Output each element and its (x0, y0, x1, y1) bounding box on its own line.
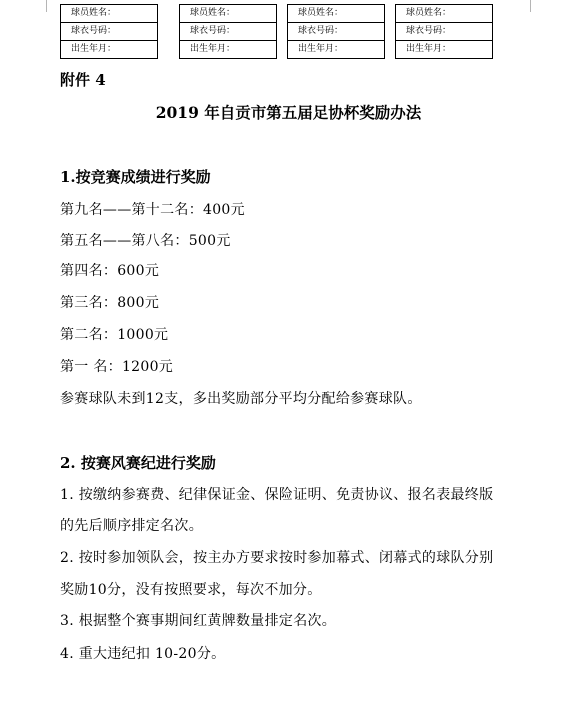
player-number-label: 球衣号码： (190, 26, 236, 36)
player-roster-table (60, 4, 500, 62)
player-name-label: 球员姓名： (406, 8, 452, 18)
document-title: 2019 年自贡市第五届足协杯奖励办法 (155, 103, 422, 122)
player-birth-label: 出生年月： (406, 44, 452, 54)
page-margin-marker-left (34, 0, 47, 12)
player-name-label: 球员姓名： (190, 8, 236, 18)
conduct-rule-line: 3. 根据整个赛事期间红黄牌数量排定名次。 (60, 613, 337, 629)
player-birth-label: 出生年月： (190, 44, 236, 54)
attachment-label: 附件 4 (60, 71, 106, 89)
reward-line: 第二名：1000元 (60, 327, 169, 343)
player-birth-cell[interactable] (60, 40, 158, 59)
player-number-label: 球衣号码： (298, 26, 344, 36)
player-card (287, 4, 385, 62)
player-name-cell[interactable] (287, 4, 385, 22)
conduct-rule-line: 奖励10分，没有按照要求，每次不加分。 (60, 582, 322, 598)
player-number-cell[interactable] (179, 22, 277, 40)
player-number-label: 球衣号码： (71, 26, 117, 36)
player-birth-label: 出生年月： (71, 44, 117, 54)
player-name-cell[interactable] (395, 4, 493, 22)
player-number-cell[interactable] (287, 22, 385, 40)
reward-line: 第五名——第八名：500元 (60, 233, 231, 249)
section-heading-conduct: 2. 按赛风赛纪进行奖励 (60, 454, 216, 472)
player-birth-label: 出生年月： (298, 44, 344, 54)
reward-note: 参赛球队未到12支，多出奖励部分平均分配给参赛球队。 (60, 391, 422, 407)
conduct-rule-line: 4. 重大违纪扣 10-20分。 (60, 646, 226, 662)
player-number-cell[interactable] (395, 22, 493, 40)
player-card (179, 4, 277, 62)
player-number-label: 球衣号码： (406, 26, 452, 36)
player-number-cell[interactable] (60, 22, 158, 40)
player-card (395, 4, 493, 62)
player-birth-cell[interactable] (395, 40, 493, 59)
conduct-rule-line: 2. 按时参加领队会，按主办方要求按时参加幕式、闭幕式的球队分别 (60, 550, 494, 566)
conduct-rule-line: 的先后顺序排定名次。 (60, 518, 203, 534)
player-name-cell[interactable] (60, 4, 158, 22)
player-name-label: 球员姓名： (298, 8, 344, 18)
reward-line: 第九名——第十二名：400元 (60, 202, 245, 218)
reward-line: 第四名：600元 (60, 263, 160, 279)
player-name-label: 球员姓名： (71, 8, 117, 18)
page-margin-marker-right (530, 0, 543, 12)
section-heading-competition: 1.按竞赛成绩进行奖励 (60, 168, 211, 186)
reward-line: 第三名：800元 (60, 295, 160, 311)
player-name-cell[interactable] (179, 4, 277, 22)
conduct-rule-line: 1. 按缴纳参赛费、纪律保证金、保险证明、免责协议、报名表最终版 (60, 487, 494, 503)
player-birth-cell[interactable] (179, 40, 277, 59)
player-birth-cell[interactable] (287, 40, 385, 59)
player-card (60, 4, 158, 62)
reward-line: 第一 名：1200元 (60, 359, 174, 375)
